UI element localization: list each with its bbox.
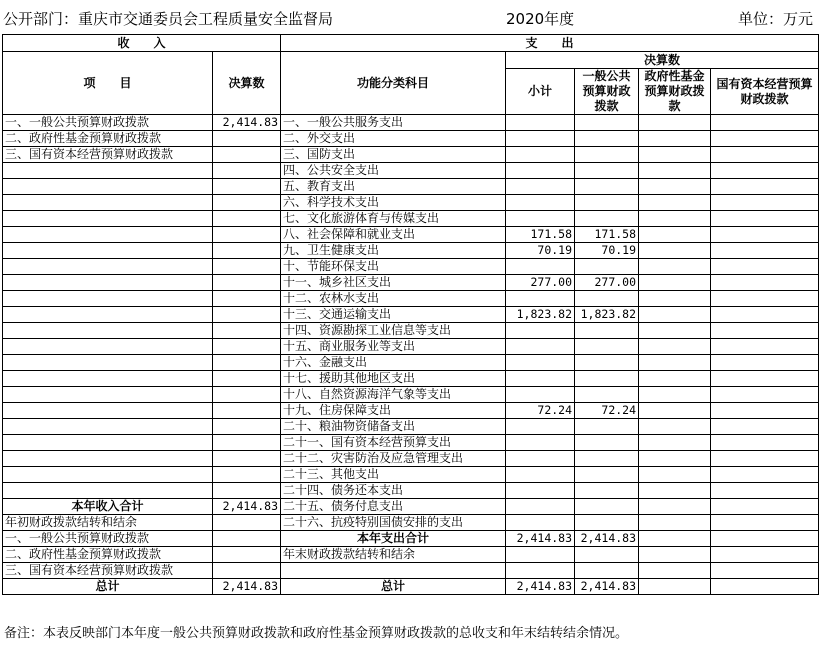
general-budget-cell <box>575 499 639 515</box>
table-row <box>3 147 819 163</box>
gov-fund-cell <box>639 515 711 531</box>
income-item-cell <box>3 259 213 275</box>
general-budget-cell <box>575 371 639 387</box>
soe-cell <box>711 451 819 467</box>
gov-fund-cell <box>639 435 711 451</box>
gov-fund-cell <box>639 371 711 387</box>
soe-cell <box>711 323 819 339</box>
soe-cell <box>711 403 819 419</box>
soe-cell <box>711 195 819 211</box>
col-final-header: 决算数 <box>506 52 819 69</box>
expense-item-cell: 十一、城乡社区支出 <box>281 275 506 291</box>
gov-fund-cell <box>639 547 711 563</box>
general-budget-cell <box>575 195 639 211</box>
table-row <box>3 547 819 563</box>
expense-item-cell: 十四、资源勘探工业信息等支出 <box>281 323 506 339</box>
soe-cell <box>711 115 819 131</box>
col-general-header: 一般公共预算财政拨款 <box>575 69 639 115</box>
expense-item-cell: 三、国防支出 <box>281 147 506 163</box>
income-amount-cell <box>213 515 281 531</box>
expense-item-cell: 一、一般公共服务支出 <box>281 115 506 131</box>
income-amount-cell <box>213 243 281 259</box>
income-amount-cell <box>213 211 281 227</box>
income-amount-cell <box>213 403 281 419</box>
subtotal-cell <box>506 163 575 179</box>
expense-item-cell: 四、公共安全支出 <box>281 163 506 179</box>
income-item-cell <box>3 403 213 419</box>
general-budget-cell <box>575 323 639 339</box>
expense-item-cell: 十三、交通运输支出 <box>281 307 506 323</box>
table-row <box>3 499 819 515</box>
income-item-cell <box>3 483 213 499</box>
table-row <box>3 371 819 387</box>
expense-item-cell: 十九、住房保障支出 <box>281 403 506 419</box>
expense-item-cell: 十、节能环保支出 <box>281 259 506 275</box>
subtotal-cell: 1,823.82 <box>506 307 575 323</box>
income-item-cell: 三、国有资本经营预算财政拨款 <box>3 563 213 579</box>
soe-cell <box>711 291 819 307</box>
income-item-cell <box>3 467 213 483</box>
soe-cell <box>711 531 819 547</box>
income-item-cell <box>3 163 213 179</box>
soe-cell <box>711 131 819 147</box>
income-item-cell <box>3 339 213 355</box>
income-item-cell: 三、国有资本经营预算财政拨款 <box>3 147 213 163</box>
general-budget-cell <box>575 179 639 195</box>
income-amount-cell <box>213 563 281 579</box>
income-item-cell <box>3 419 213 435</box>
subtotal-cell <box>506 483 575 499</box>
income-item-cell: 二、政府性基金预算财政拨款 <box>3 547 213 563</box>
table-row <box>3 275 819 291</box>
expense-item-cell <box>281 563 506 579</box>
table-body <box>3 115 819 595</box>
col-func-header: 功能分类科目 <box>281 52 506 115</box>
gov-fund-cell <box>639 131 711 147</box>
gov-fund-cell <box>639 323 711 339</box>
gov-fund-cell <box>639 211 711 227</box>
department-title: 公开部门：重庆市交通委员会工程质量安全监督局 <box>3 10 334 28</box>
income-amount-cell: 2,414.83 <box>213 115 281 131</box>
expense-item-cell: 二、外交支出 <box>281 131 506 147</box>
gov-fund-cell <box>639 451 711 467</box>
col-item-header: 项 目 <box>3 52 213 115</box>
gov-fund-cell <box>639 419 711 435</box>
income-amount-cell <box>213 147 281 163</box>
expense-item-cell: 总计 <box>281 579 506 595</box>
income-item-cell <box>3 211 213 227</box>
table-row <box>3 115 819 131</box>
subtotal-cell <box>506 147 575 163</box>
table-row <box>3 531 819 547</box>
general-budget-cell <box>575 115 639 131</box>
table-row <box>3 211 819 227</box>
income-amount-cell <box>213 291 281 307</box>
income-amount-cell <box>213 435 281 451</box>
expense-item-cell: 本年支出合计 <box>281 531 506 547</box>
expense-item-cell: 二十四、债务还本支出 <box>281 483 506 499</box>
soe-cell <box>711 307 819 323</box>
table-row <box>3 419 819 435</box>
general-budget-cell <box>575 339 639 355</box>
soe-cell <box>711 515 819 531</box>
table-row <box>3 403 819 419</box>
income-item-cell <box>3 355 213 371</box>
general-budget-cell: 2,414.83 <box>575 579 639 595</box>
income-amount-cell <box>213 451 281 467</box>
soe-cell <box>711 435 819 451</box>
general-budget-cell: 277.00 <box>575 275 639 291</box>
gov-fund-cell <box>639 115 711 131</box>
soe-cell <box>711 259 819 275</box>
subtotal-cell <box>506 211 575 227</box>
expense-item-cell: 十八、自然资源海洋气象等支出 <box>281 387 506 403</box>
table-row <box>3 563 819 579</box>
table-row <box>3 451 819 467</box>
income-item-cell: 二、政府性基金预算财政拨款 <box>3 131 213 147</box>
income-amount-cell <box>213 163 281 179</box>
gov-fund-cell <box>639 467 711 483</box>
gov-fund-cell <box>639 179 711 195</box>
subtotal-cell <box>506 291 575 307</box>
subtotal-cell: 72.24 <box>506 403 575 419</box>
general-budget-cell <box>575 259 639 275</box>
subtotal-cell <box>506 371 575 387</box>
soe-cell <box>711 371 819 387</box>
subtotal-cell <box>506 323 575 339</box>
income-amount-cell <box>213 531 281 547</box>
budget-table <box>2 34 819 595</box>
expense-item-cell: 六、科学技术支出 <box>281 195 506 211</box>
soe-cell <box>711 339 819 355</box>
expense-item-cell: 二十二、灾害防治及应急管理支出 <box>281 451 506 467</box>
subtotal-cell <box>506 515 575 531</box>
income-amount-cell <box>213 275 281 291</box>
soe-cell <box>711 579 819 595</box>
table-row <box>3 339 819 355</box>
general-budget-cell <box>575 547 639 563</box>
soe-cell <box>711 243 819 259</box>
gov-fund-cell <box>639 579 711 595</box>
table-row <box>3 259 819 275</box>
income-amount-cell <box>213 307 281 323</box>
table-row <box>3 483 819 499</box>
general-budget-cell: 2,414.83 <box>575 531 639 547</box>
income-item-cell: 年初财政拨款结转和结余 <box>3 515 213 531</box>
soe-cell <box>711 227 819 243</box>
income-item-cell <box>3 451 213 467</box>
table-row <box>3 131 819 147</box>
subtotal-cell <box>506 339 575 355</box>
gov-fund-cell <box>639 339 711 355</box>
gov-fund-cell <box>639 403 711 419</box>
income-item-cell <box>3 179 213 195</box>
gov-fund-cell <box>639 307 711 323</box>
subtotal-cell <box>506 467 575 483</box>
general-budget-cell <box>575 387 639 403</box>
soe-cell <box>711 419 819 435</box>
subtotal-cell <box>506 131 575 147</box>
table-row <box>3 435 819 451</box>
income-amount-cell <box>213 195 281 211</box>
table-row <box>3 355 819 371</box>
expense-item-cell: 十五、商业服务业等支出 <box>281 339 506 355</box>
subtotal-cell <box>506 115 575 131</box>
gov-fund-cell <box>639 483 711 499</box>
soe-cell <box>711 355 819 371</box>
gov-fund-cell <box>639 355 711 371</box>
subtotal-cell <box>506 435 575 451</box>
soe-cell <box>711 179 819 195</box>
income-amount-cell <box>213 339 281 355</box>
subtotal-cell: 2,414.83 <box>506 531 575 547</box>
expense-item-cell: 九、卫生健康支出 <box>281 243 506 259</box>
soe-cell <box>711 387 819 403</box>
income-item-cell <box>3 195 213 211</box>
income-amount-cell <box>213 483 281 499</box>
general-budget-cell: 70.19 <box>575 243 639 259</box>
general-budget-cell <box>575 355 639 371</box>
income-item-cell <box>3 227 213 243</box>
subtotal-cell <box>506 547 575 563</box>
income-amount-cell <box>213 227 281 243</box>
col-gov-fund-header: 政府性基金预算财政拨款 <box>639 69 711 115</box>
general-budget-cell <box>575 419 639 435</box>
subtotal-cell <box>506 195 575 211</box>
general-budget-cell <box>575 147 639 163</box>
general-budget-cell <box>575 291 639 307</box>
col-subtotal-header: 小计 <box>506 69 575 115</box>
footnote: 备注：本表反映部门本年度一般公共预算财政拨款和政府性基金预算财政拨款的总收支和年末结转结余情况。 <box>4 626 629 641</box>
subtotal-cell <box>506 387 575 403</box>
subtotal-cell <box>506 499 575 515</box>
soe-cell <box>711 163 819 179</box>
general-budget-cell <box>575 451 639 467</box>
income-item-cell <box>3 275 213 291</box>
col-amount-header: 决算数 <box>213 52 281 115</box>
gov-fund-cell <box>639 291 711 307</box>
general-budget-cell <box>575 483 639 499</box>
table-row <box>3 291 819 307</box>
table-row <box>3 323 819 339</box>
general-budget-cell <box>575 515 639 531</box>
income-item-cell <box>3 435 213 451</box>
unit-label: 单位：万元 <box>738 10 814 28</box>
general-budget-cell <box>575 467 639 483</box>
general-budget-cell: 72.24 <box>575 403 639 419</box>
income-amount-cell: 2,414.83 <box>213 579 281 595</box>
gov-fund-cell <box>639 275 711 291</box>
gov-fund-cell <box>639 147 711 163</box>
gov-fund-cell <box>639 499 711 515</box>
gov-fund-cell <box>639 163 711 179</box>
income-item-cell <box>3 323 213 339</box>
table-row <box>3 163 819 179</box>
income-item-cell <box>3 307 213 323</box>
subtotal-cell <box>506 563 575 579</box>
income-amount-cell <box>213 323 281 339</box>
gov-fund-cell <box>639 531 711 547</box>
subtotal-cell <box>506 419 575 435</box>
subtotal-cell <box>506 259 575 275</box>
gov-fund-cell <box>639 243 711 259</box>
income-header: 收 入 <box>3 35 281 52</box>
income-amount-cell <box>213 355 281 371</box>
expense-item-cell: 二十、粮油物资储备支出 <box>281 419 506 435</box>
soe-cell <box>711 563 819 579</box>
soe-cell <box>711 467 819 483</box>
subtotal-cell <box>506 451 575 467</box>
expense-item-cell: 十七、援助其他地区支出 <box>281 371 506 387</box>
table-row <box>3 307 819 323</box>
soe-cell <box>711 147 819 163</box>
gov-fund-cell <box>639 563 711 579</box>
soe-cell <box>711 547 819 563</box>
fiscal-year: 2020年度 <box>506 10 575 28</box>
subtotal-cell: 70.19 <box>506 243 575 259</box>
income-item-cell: 一、一般公共预算财政拨款 <box>3 115 213 131</box>
subtotal-cell <box>506 355 575 371</box>
income-amount-cell <box>213 419 281 435</box>
subtotal-cell: 277.00 <box>506 275 575 291</box>
general-budget-cell <box>575 435 639 451</box>
table-row <box>3 179 819 195</box>
subtotal-cell: 2,414.83 <box>506 579 575 595</box>
expense-item-cell: 二十一、国有资本经营预算支出 <box>281 435 506 451</box>
income-item-cell: 一、一般公共预算财政拨款 <box>3 531 213 547</box>
expense-item-cell: 七、文化旅游体育与传媒支出 <box>281 211 506 227</box>
expense-item-cell: 二十五、债务付息支出 <box>281 499 506 515</box>
income-item-cell: 总计 <box>3 579 213 595</box>
general-budget-cell <box>575 211 639 227</box>
expense-item-cell: 十六、金融支出 <box>281 355 506 371</box>
expense-item-cell: 二十三、其他支出 <box>281 467 506 483</box>
subtotal-cell <box>506 179 575 195</box>
income-item-cell <box>3 387 213 403</box>
gov-fund-cell <box>639 227 711 243</box>
expense-item-cell: 年末财政拨款结转和结余 <box>281 547 506 563</box>
subtotal-cell: 171.58 <box>506 227 575 243</box>
table-row <box>3 387 819 403</box>
table-row <box>3 195 819 211</box>
income-amount-cell <box>213 547 281 563</box>
income-item-cell: 本年收入合计 <box>3 499 213 515</box>
income-amount-cell <box>213 179 281 195</box>
general-budget-cell: 171.58 <box>575 227 639 243</box>
soe-cell <box>711 499 819 515</box>
table-row <box>3 579 819 595</box>
soe-cell <box>711 483 819 499</box>
general-budget-cell <box>575 563 639 579</box>
col-soe-header: 国有资本经营预算财政拨款 <box>711 69 819 115</box>
income-item-cell <box>3 291 213 307</box>
gov-fund-cell <box>639 195 711 211</box>
table-row <box>3 515 819 531</box>
income-amount-cell <box>213 467 281 483</box>
expense-item-cell: 八、社会保障和就业支出 <box>281 227 506 243</box>
general-budget-cell <box>575 163 639 179</box>
income-item-cell <box>3 243 213 259</box>
income-item-cell <box>3 371 213 387</box>
general-budget-cell <box>575 131 639 147</box>
table-row <box>3 243 819 259</box>
income-amount-cell <box>213 131 281 147</box>
soe-cell <box>711 211 819 227</box>
table-row <box>3 467 819 483</box>
soe-cell <box>711 275 819 291</box>
table-row <box>3 227 819 243</box>
income-amount-cell: 2,414.83 <box>213 499 281 515</box>
expense-item-cell: 十二、农林水支出 <box>281 291 506 307</box>
gov-fund-cell <box>639 387 711 403</box>
income-amount-cell <box>213 371 281 387</box>
general-budget-cell: 1,823.82 <box>575 307 639 323</box>
income-amount-cell <box>213 259 281 275</box>
income-amount-cell <box>213 387 281 403</box>
gov-fund-cell <box>639 259 711 275</box>
expense-item-cell: 五、教育支出 <box>281 179 506 195</box>
expense-item-cell: 二十六、抗疫特别国债安排的支出 <box>281 515 506 531</box>
expense-header: 支 出 <box>281 35 819 52</box>
